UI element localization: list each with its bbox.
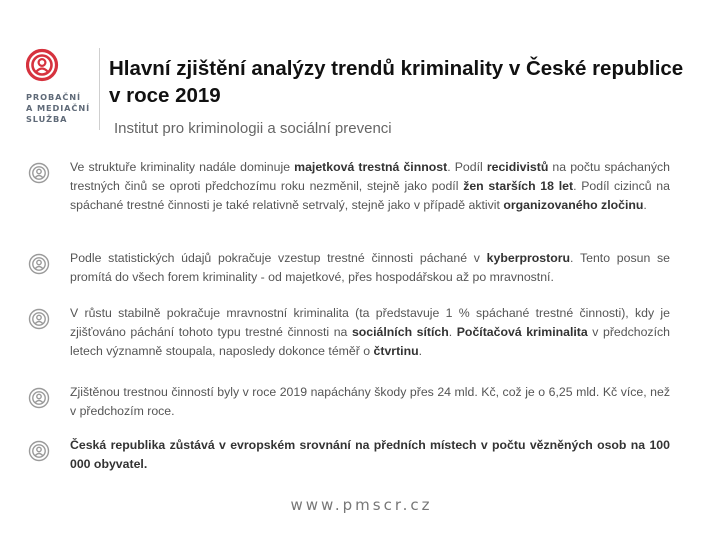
header-divider	[99, 48, 100, 130]
text-segment: .	[418, 344, 423, 358]
text-segment: . Podíl cizinců na spáchané trestné činnosti je také relativně setrvalý, stejně jako v případě aktivit	[70, 179, 670, 212]
finding-item	[28, 436, 670, 474]
finding-text	[70, 436, 670, 474]
pms-small-logo-icon	[28, 440, 50, 462]
bold-text: recidivistů	[486, 160, 549, 174]
finding-item	[28, 249, 670, 287]
text-segment: Podle statistických údajů pokračuje vzestup trestné činnosti páchané v	[70, 251, 487, 265]
text-segment: V růstu stabilně pokračuje mravnostní kriminalita (ta představuje 1 % spáchané trestné činnosti), kdy je zjišťováno páchání tohoto typu trestné činnosti na	[70, 306, 670, 339]
pms-small-logo-icon	[28, 253, 50, 275]
finding-item	[28, 158, 670, 215]
bold-text: žen starších 18 let	[463, 179, 574, 193]
finding-item	[28, 304, 670, 361]
footer-url: www.pmscr.cz	[290, 496, 433, 514]
text-segment: Zjištěnou trestnou činností byly v roce 2019 napáchány škody přes 24 mld. Kč, což je o 6,25 mld. Kč více, než v předchozím roce.	[70, 385, 670, 418]
logo-text	[26, 92, 96, 125]
finding-text	[70, 158, 670, 215]
bold-text: sociálních sítích	[351, 325, 449, 339]
finding-text	[70, 249, 670, 287]
text-segment: na počtu spáchaných trestných činů se oproti předchozímu roku nezměnil, stejně jako podíl	[70, 160, 670, 193]
text-segment: v předchozích letech významně stoupala, naposledy dokonce téměř o	[70, 325, 670, 358]
pms-small-logo-icon	[28, 162, 50, 184]
page-subtitle: Institut pro kriminologii a sociální prevenci	[114, 120, 392, 137]
pms-logo	[26, 46, 96, 125]
bold-text: kyberprostoru	[486, 251, 571, 265]
text-segment: . Podíl	[447, 160, 487, 174]
logo-line: A MEDIAČNÍ	[26, 103, 91, 113]
bold-text: Česká republika zůstává v evropském srovnání na předních místech v počtu vězněných osob na 100 000 obyvatel.	[70, 438, 670, 471]
pms-small-logo-icon	[28, 308, 50, 330]
text-segment: . Tento posun se promítá do všech forem kriminality - od majetkové, přes hospodářskou až po mravnostní.	[70, 251, 670, 284]
logo-line: SLUŽBA	[26, 114, 68, 124]
finding-text	[70, 304, 670, 361]
pms-small-logo-icon	[28, 387, 50, 409]
finding-item	[28, 383, 670, 421]
logo-line: PROBAČNÍ	[26, 92, 81, 102]
finding-text	[70, 383, 670, 421]
text-segment: Ve struktuře kriminality nadále dominuje	[70, 160, 295, 174]
page-title: Hlavní zjištění analýzy trendů kriminality v České republice v roce 2019	[109, 57, 684, 107]
text-segment: .	[643, 198, 647, 212]
text-segment: .	[448, 325, 457, 339]
bold-text: Počítačová kriminalita	[456, 325, 588, 339]
bold-text: organizovaného zločinu	[503, 198, 644, 212]
bold-text: majetková trestná činnost	[294, 160, 448, 174]
pms-logo-icon	[26, 46, 60, 88]
bold-text: čtvrtinu	[373, 344, 419, 358]
